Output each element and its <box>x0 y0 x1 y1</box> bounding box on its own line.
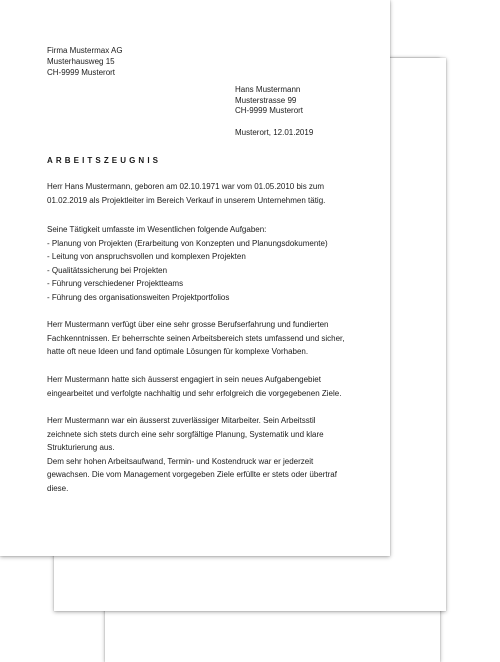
reliability-line: Herr Mustermann war ein äusserst zuverlässiger Mitarbeiter. Sein Arbeitsstil <box>47 416 316 425</box>
sender-street: Musterhausweg 15 <box>47 57 115 66</box>
reliability-line: zeichnete sich stets durch eine sehr sorgfältige Planung, Systematik und klare <box>47 429 324 439</box>
recipient-city: CH-9999 Musterort <box>235 106 304 115</box>
recipient-name: Hans Mustermann <box>235 85 301 94</box>
task-item: - Führung des organisationsweiten Projektportfolios <box>47 292 230 302</box>
reliability-line: Strukturierung aus. <box>47 443 115 452</box>
task-item: - Leitung von anspruchsvollen und komplexen Projekten <box>47 252 246 261</box>
reliability-line: gewachsen. Die vom Management vorgegeben Ziele erfüllte er stets oder übertraf <box>47 470 337 479</box>
reliability-line: diese. <box>47 483 69 493</box>
engagement-line: Herr Mustermann hatte sich äusserst engagiert in sein neues Aufgabengebiet <box>47 375 321 384</box>
reliability-paragraph <box>47 414 337 495</box>
intro-line: Herr Hans Mustermann, geboren am 02.10.1971 war vom 01.05.2010 bis zum <box>47 182 325 191</box>
date-line: Musterort, 12.01.2019 <box>235 128 314 137</box>
experience-line: Herr Mustermann verfügt über eine sehr grosse Berufserfahrung und fundierten <box>47 320 329 329</box>
tasks-heading: Seine Tätigkeit umfasste im Wesentlichen folgende Aufgaben: <box>47 225 267 234</box>
experience-paragraph <box>47 318 345 359</box>
experience-line: Fachkenntnissen. Er beherrschte seinen Arbeitsbereich stets umfassend und sicher, <box>47 333 345 343</box>
intro-line: 01.02.2019 als Projektleiter im Bereich Verkauf in unserem Unternehmen tätig. <box>47 195 326 205</box>
sender-city: CH-9999 Musterort <box>47 68 116 77</box>
tasks-section <box>47 223 328 304</box>
sender-company: Firma Mustermax AG <box>47 46 123 55</box>
experience-line: hatte oft neue Ideen und fand optimale Lösungen für komplexe Vorhaben. <box>47 347 309 356</box>
engagement-paragraph <box>47 373 341 400</box>
reliability-line: Dem sehr hohen Arbeitsaufwand, Termin- und Kostendruck war er jederzeit <box>47 456 314 466</box>
document-title: ARBEITSZEUGNIS <box>47 156 162 165</box>
task-item: - Planung von Projekten (Erarbeitung von Konzepten und Planungsdokumente) <box>47 238 328 248</box>
task-item: - Qualitätssicherung bei Projekten <box>47 265 168 275</box>
intro-paragraph <box>47 180 325 207</box>
task-item: - Führung verschiedener Projektteams <box>47 279 184 288</box>
engagement-line: eingearbeitet und verfolgte nachhaltig und sehr erfolgreich die vorgegebenen Ziele. <box>47 388 342 398</box>
recipient-street: Musterstrasse 99 <box>235 96 297 105</box>
